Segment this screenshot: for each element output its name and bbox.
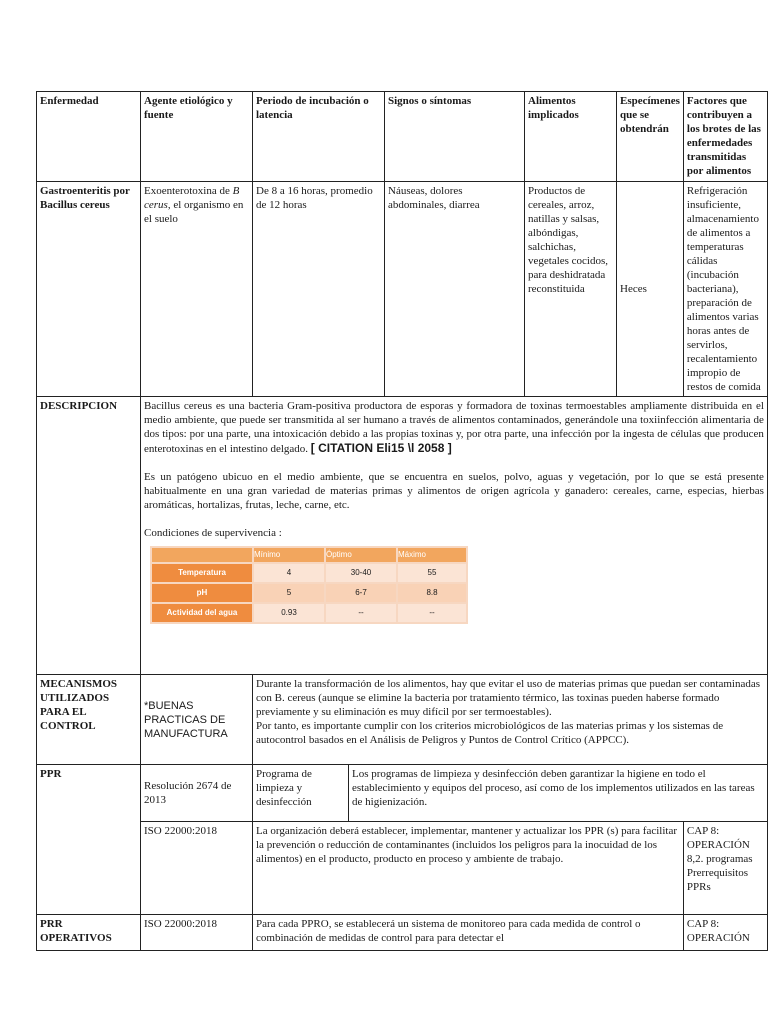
header-disease: Enfermedad xyxy=(37,92,141,182)
signs-cell: Náuseas, dolores abdominales, diarrea xyxy=(385,182,525,397)
survival-row-label: pH xyxy=(152,584,252,602)
header-specimens: Especímenes que se obtendrán xyxy=(617,92,684,182)
description-content xyxy=(141,397,768,675)
disease-name: Gastroenteritis por Bacillus cereus xyxy=(37,182,141,397)
incubation-cell: De 8 a 16 horas, promedio de 12 horas xyxy=(253,182,385,397)
survival-cell-max: -- xyxy=(398,604,466,622)
specimens-cell: Heces xyxy=(617,182,684,397)
mechanisms-row xyxy=(37,675,768,765)
survival-header-max: Máximo xyxy=(398,548,466,562)
prr-op-iso: ISO 22000:2018 xyxy=(141,915,253,951)
mechanisms-label: MECANISMOS UTILIZADOS PARA EL CONTROL xyxy=(37,675,141,765)
agent-text-b: , el organismo en el suelo xyxy=(144,199,244,225)
bpm-cell: *BUENAS PRACTICAS DE MANUFACTURA xyxy=(141,675,253,765)
mechanisms-text1: Durante la transformación de los alimentos, hay que evitar el uso de materias primas que puedan ser contaminadas con B. cereus (aunque se elimine la bacteria por tratamiento térmico, las toxinas pueden haberse formado previamente y su eliminación es muy difícil por ser termoestables). xyxy=(256,678,760,718)
survival-header-min: Mínimo xyxy=(254,548,324,562)
agent-text-italic: B cerus xyxy=(144,185,240,211)
ppr-program: Programa de limpieza y desinfección xyxy=(253,765,349,822)
survival-cell-max: 8.8 xyxy=(398,584,466,602)
survival-cell-min: 0.93 xyxy=(254,604,324,622)
mechanisms-text2: Por tanto, es importante cumplir con los criterios microbiológicos de las materias primas y los sistemas de autocontrol basados en el Análisis de Peligros y Puntos de Control Crítico (APPCC). xyxy=(256,720,724,746)
ppr-iso: ISO 22000:2018 xyxy=(141,822,253,915)
ppr-row xyxy=(37,765,768,822)
description-para1 xyxy=(144,399,764,456)
ppr-program-text: Los programas de limpieza y desinfección deben garantizar la higiene en todo el establecimiento y equipos del proceso, así como de los implementos utilizados en las tareas de higienización. xyxy=(349,765,768,822)
agent-cell xyxy=(141,182,253,397)
ppr-resolution: Resolución 2674 de 2013 xyxy=(141,765,253,822)
prr-op-label: PRR OPERATIVOS xyxy=(37,915,141,951)
survival-cell-max: 55 xyxy=(398,564,466,582)
header-agent: Agente etiológico y fuente xyxy=(141,92,253,182)
survival-conditions-table xyxy=(150,546,468,624)
survival-row-label: Actividad del agua xyxy=(152,604,252,622)
header-factors: Factores que contribuyen a los brotes de las enfermedades transmitidas por alimentos xyxy=(683,92,767,182)
mechanisms-text xyxy=(253,675,768,765)
prr-op-text: Para cada PPRO, se establecerá un sistema de monitoreo para cada medida de control o combinación de medidas de control para para detectar el xyxy=(253,915,684,951)
survival-cell-opt: 30-40 xyxy=(326,564,396,582)
agent-text-a: Exoenterotoxina de xyxy=(144,185,233,197)
ppr-label: PPR xyxy=(37,765,141,915)
survival-cell-opt: 6-7 xyxy=(326,584,396,602)
ppr-iso-row xyxy=(37,822,768,915)
description-row xyxy=(37,397,768,675)
food-safety-table xyxy=(36,91,768,951)
header-row xyxy=(37,92,768,182)
disease-row xyxy=(37,182,768,397)
survival-label: Condiciones de supervivencia : xyxy=(144,527,282,539)
foods-cell: Productos de cereales, arroz, natillas y salsas, albóndigas, salchichas, vegetales cocidos, para deshidratada reconstituida xyxy=(525,182,617,397)
description-label: DESCRIPCION xyxy=(37,397,141,675)
survival-cell-opt: -- xyxy=(326,604,396,622)
ppr-iso-text: La organización deberá establecer, implementar, mantener y actualizar los PPR (s) para facilitar la prevención o reducción de contaminantes (incluidos los peligros para la inocuidad de los alimentos) en el producto, producto en proceso y ambiente de trabajo. xyxy=(253,822,684,915)
description-para1-text: Bacillus cereus es una bacteria Gram-positiva productora de esporas y formadora de toxinas termoestables ampliamente distribuida en el medio ambiente, que puede ser transmitida al ser humano a través de alimentos contaminados, generándole una toxiinfección alimentaria de dos tipos: por una parte, una intoxicación debido a las propias toxinas y, por otra parte, una infección por la ingesta de células que producen enterotoxinas en el intestino delgado. xyxy=(144,400,764,455)
survival-row-water-activity xyxy=(152,604,466,622)
survival-cell-min: 5 xyxy=(254,584,324,602)
factors-cell: Refrigeración insuficiente, almacenamiento de alimentos a temperaturas cálidas (incubación bacteriana), preparación de alimentos varias horas antes de servirlos, recalentamiento impropio de restos de comida xyxy=(683,182,767,397)
survival-row-ph xyxy=(152,584,466,602)
survival-header-opt: Óptimo xyxy=(326,548,396,562)
survival-header-blank xyxy=(152,548,252,562)
survival-row-label: Temperatura xyxy=(152,564,252,582)
description-para2: Es un patógeno ubicuo en el medio ambiente, que se encuentra en suelos, polvo, aguas y vegetación, por lo que se está presente habitualmente en una gran variedad de materias primas y alimentos de origen agrícola y ganadero: cereales, carne, especias, hierbas aromáticas, hortalizas, frutas, leche, carne, etc. xyxy=(144,471,764,511)
citation-field: [ CITATION Eli15 \l 2058 ] xyxy=(310,441,452,455)
header-foods: Alimentos implicados xyxy=(525,92,617,182)
ppr-cap: CAP 8: OPERACIÓN 8,2. programas Prerrequisitos PPRs xyxy=(683,822,767,915)
prr-op-cap: CAP 8: OPERACIÓN xyxy=(683,915,767,951)
prr-operativos-row xyxy=(37,915,768,951)
survival-cell-min: 4 xyxy=(254,564,324,582)
header-incubation: Periodo de incubación o latencia xyxy=(253,92,385,182)
header-signs: Signos o síntomas xyxy=(385,92,525,182)
survival-row-temperature xyxy=(152,564,466,582)
